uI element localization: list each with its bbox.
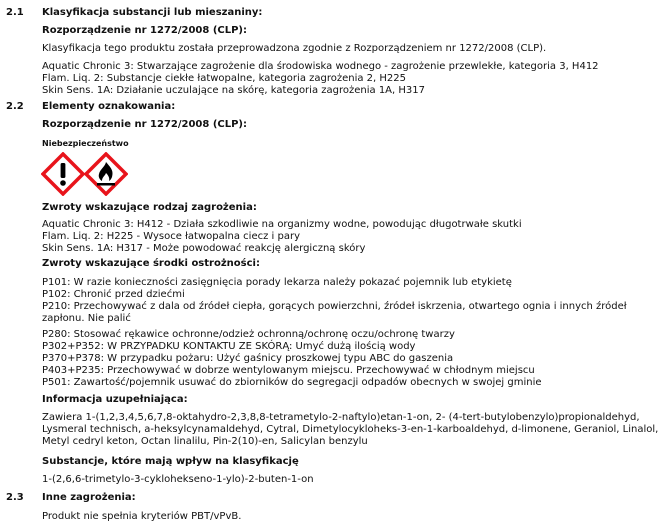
classification-note: Klasyfikacja tego produktu została przeprowadzona zgodnie z Rozporządzeniem nr 1272/2008 (CLP). bbox=[42, 43, 547, 54]
regulation-heading-2-1: Rozporządzenie nr 1272/2008 (CLP): bbox=[42, 25, 247, 36]
classification-line: Skin Sens. 1A: Działanie uczulające na skórę, kategoria zagrożenia 1A, H317 bbox=[42, 85, 425, 96]
regulation-heading-2-2: Rozporządzenie nr 1272/2008 (CLP): bbox=[42, 119, 247, 130]
precautionary-statement: P370+P378: W przypadku pożaru: Użyć gaśnicy proszkowej typu ABC do gaszenia bbox=[42, 353, 454, 364]
hazard-statement: Flam. Liq. 2: H225 - Wysoce łatwopalna ciecz i pary bbox=[42, 231, 300, 242]
precautionary-statement: P501: Zawartość/pojemnik usuwać do zbiorników do segregacji odpadów obecnych w swojej gminie bbox=[42, 377, 542, 388]
classification-line: Aquatic Chronic 3: Stwarzające zagrożenie dla środowiska wodnego - zagrożenie przewlekłe, kategoria 3, H412 bbox=[42, 61, 599, 72]
other-hazards-text: Produkt nie spełnia kryteriów PBT/vPvB. bbox=[42, 511, 242, 522]
substances-heading: Substancje, które mają wpływ na klasyfikację bbox=[42, 456, 299, 467]
precautionary-statement: P101: W razie konieczności zasięgnięcia porady lekarza należy pokazać pojemnik lub etykietę bbox=[42, 277, 512, 288]
exclamation-mark-pictogram bbox=[41, 152, 85, 196]
precautionary-statement: P403+P235: Przechowywać w dobrze wentylowanym miejscu. Przechowywać w chłodnym miejscu bbox=[42, 365, 535, 376]
classification-line: Flam. Liq. 2: Substancje ciekłe łatwopalne, kategoria zagrożenia 2, H225 bbox=[42, 73, 407, 84]
precautionary-statement: P302+P352: W PRZYPADKU KONTAKTU ZE SKÓRĄ: Umyć dużą ilością wody bbox=[42, 341, 416, 352]
section-number-2-2: 2.2 bbox=[6, 101, 24, 112]
precautionary-statement: P102: Chronić przed dziećmi bbox=[42, 289, 185, 300]
section-title-2-3: Inne zagrożenia: bbox=[42, 492, 136, 503]
signal-word: Niebezpieczeństwo bbox=[42, 139, 129, 148]
section-number-2-3: 2.3 bbox=[6, 492, 24, 503]
substances-text: 1-(2,6,6-trimetylo-3-cyklohekseno-1-ylo)-2-buten-1-on bbox=[42, 474, 314, 485]
supplementary-info-text: Zawiera 1-(1,2,3,4,5,6,7,8-oktahydro-2,3,8,8-tetrametylo-2-naftylo)etan-1-on, 2- (4-tert-butylobenzylo)propionaldehyd, Lysmeral technisch, a-heksylcynamaldehyd, Cytral, Dimetylocykloheks-3-en-1-karboaldehyd, d-limonene, Geraniol, Linalol, Metyl cedryl keton, Octan linalilu, Pin-2(10)-en, Salicylan benzylu bbox=[42, 412, 659, 447]
precautionary-statement: P210: Przechowywać z dala od źródeł ciepła, gorących powierzchni, źródeł iskrzenia, otwartego ognia i innych źródeł zapłonu. Nie palić bbox=[42, 301, 627, 324]
section-title-2-2: Elementy oznakowania: bbox=[42, 101, 176, 112]
flame-pictogram bbox=[84, 152, 128, 196]
section-title-2-1: Klasyfikacja substancji lub mieszaniny: bbox=[42, 7, 263, 18]
hazard-statements-heading: Zwroty wskazujące rodzaj zagrożenia: bbox=[42, 202, 257, 213]
precautionary-statements-heading: Zwroty wskazujące środki ostrożności: bbox=[42, 258, 260, 269]
hazard-statement: Aquatic Chronic 3: H412 - Działa szkodliwie na organizmy wodne, powodując długotrwałe skutki bbox=[42, 219, 522, 230]
section-number-2-1: 2.1 bbox=[6, 7, 24, 18]
supplementary-info-heading: Informacja uzupełniająca: bbox=[42, 394, 188, 405]
precautionary-statement: P280: Stosować rękawice ochronne/odzież ochronną/ochronę oczu/ochronę twarzy bbox=[42, 329, 455, 340]
hazard-statement: Skin Sens. 1A: H317 - Może powodować reakcję alergiczną skóry bbox=[42, 243, 366, 254]
